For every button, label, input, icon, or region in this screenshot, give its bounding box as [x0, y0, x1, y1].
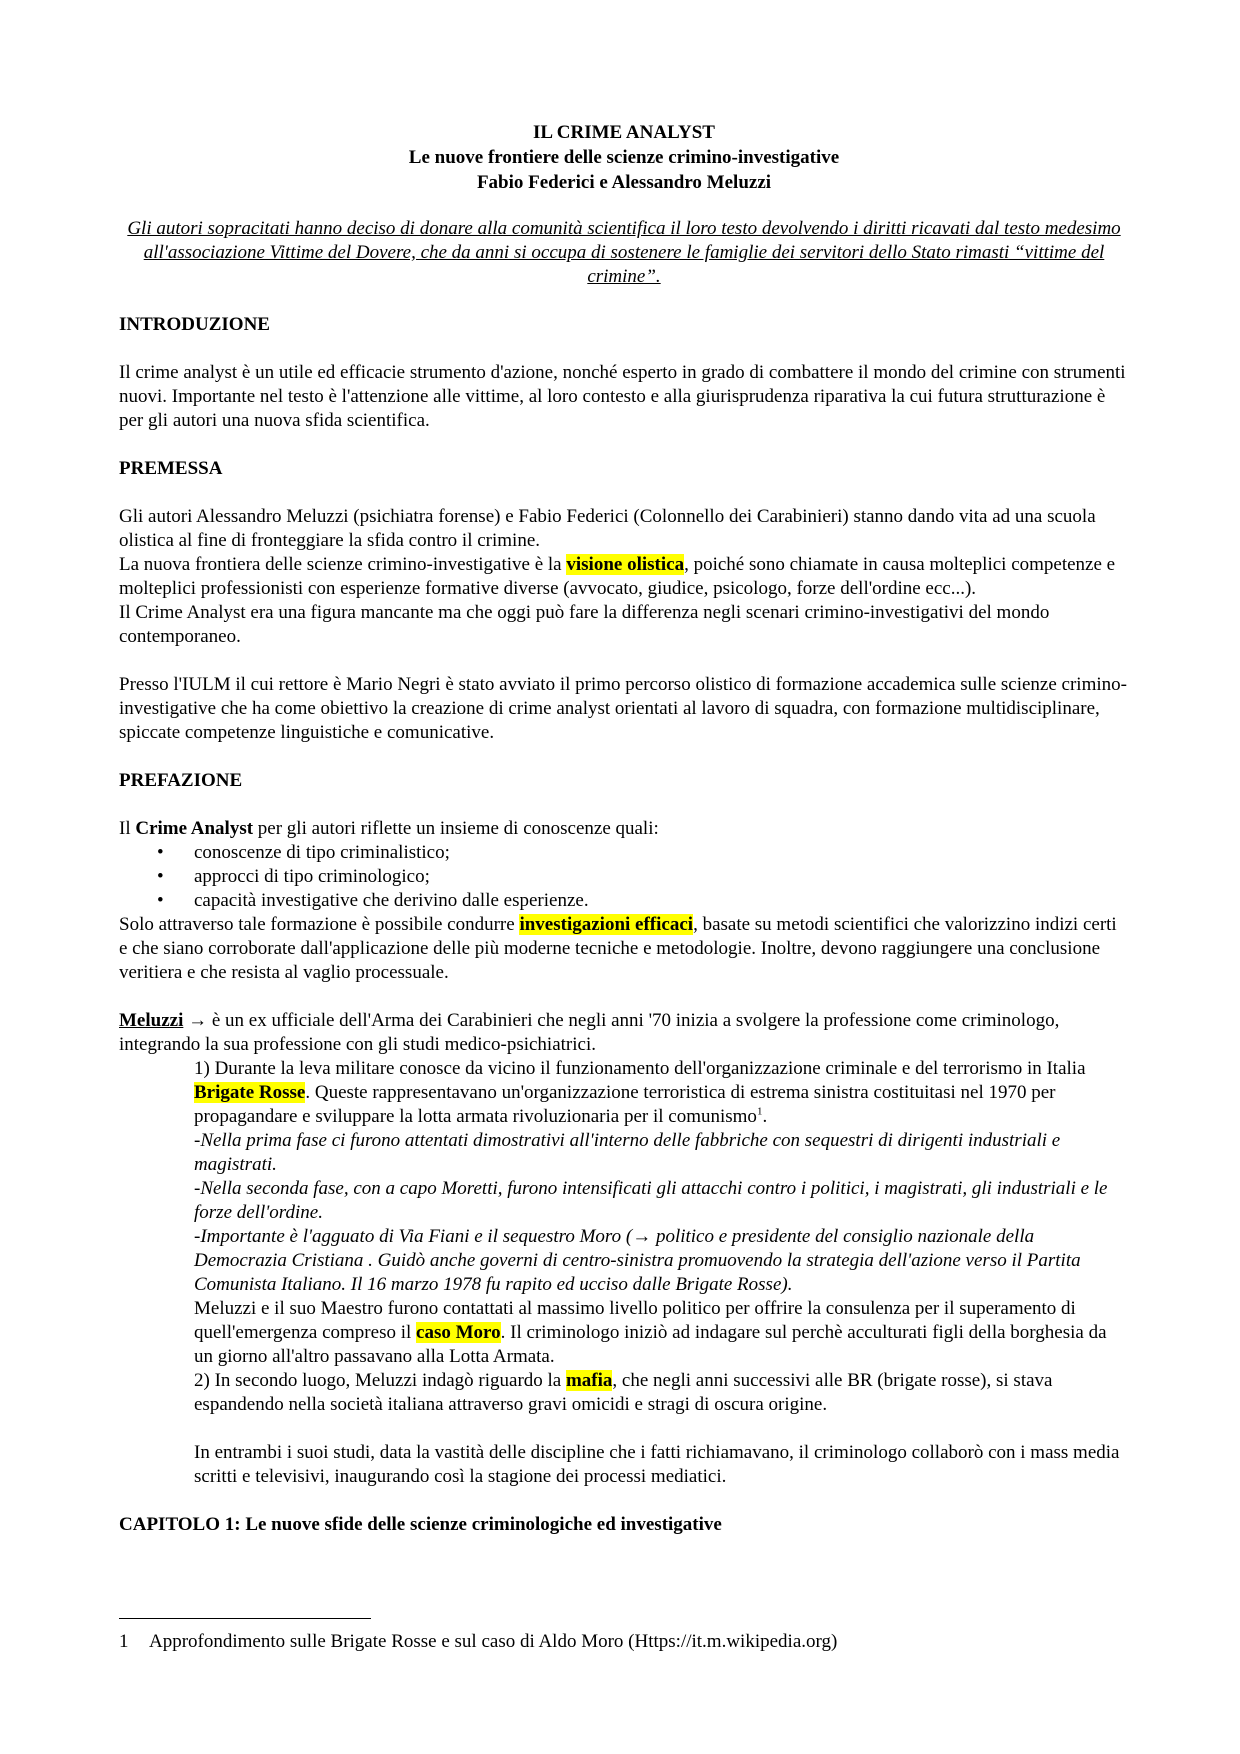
- phase-1: -Nella prima fase ci furono attentati dimostrativi all'interno delle fabbriche con sequestri di dirigenti industriali e magistrati.: [194, 1130, 1061, 1175]
- point1-end: .: [762, 1106, 768, 1127]
- point2-before: 2) In secondo luogo, Meluzzi indagò riguardo la: [194, 1370, 566, 1391]
- premessa-paragraph-2: [119, 553, 1129, 601]
- point1-before: 1) Durante la leva militare conosce da vicino il funzionamento dell'organizzazione criminale e del terrorismo in Italia: [194, 1058, 1086, 1079]
- prefazione-intro-before: Il: [119, 818, 136, 839]
- footnote-number: 1: [119, 1631, 129, 1652]
- highlight-visione-olistica: visione olistica: [566, 554, 685, 575]
- point1-after: . Queste rappresentavano un'organizzazione terroristica di estrema sinistra costituitasi nel 1970 per propagandare e sviluppare la lotta armata rivoluzionaria per il comunismo: [194, 1082, 1056, 1127]
- meluzzi-intro: [119, 1009, 1129, 1057]
- footnote-text: Approfondimento sulle Brigate Rosse e sul caso di Aldo Moro (Https://it.m.wikipedia.org): [149, 1631, 838, 1652]
- document-subtitle: Le nuove frontiere delle scienze crimino-investigative: [408, 147, 840, 168]
- footnote-reference[interactable]: 1: [756, 1105, 763, 1118]
- meluzzi-details: [119, 1057, 1129, 1489]
- consult-before: Meluzzi e il suo Maestro furono contattati al massimo livello politico per offrire la consulenza per il superamento di quell'emergenza compreso il: [194, 1298, 1076, 1343]
- heading-prefazione: PREFAZIONE: [119, 770, 243, 791]
- prefazione-p-before: Solo attraverso tale formazione è possibile condurre: [119, 914, 520, 935]
- highlight-brigate-rosse: Brigate Rosse: [194, 1082, 306, 1103]
- highlight-caso-moro: caso Moro: [416, 1322, 501, 1343]
- document-body: [119, 120, 1129, 1561]
- meluzzi-point-2: [194, 1369, 1129, 1417]
- list-item-text: approcci di tipo criminologico;: [194, 866, 430, 887]
- heading-introduzione: INTRODUZIONE: [119, 314, 270, 335]
- list-item: [119, 889, 1129, 913]
- heading-premessa: PREMESSA: [119, 458, 223, 479]
- bullet-icon: •: [157, 842, 164, 863]
- phase-2: -Nella seconda fase, con a capo Moretti, furono intensificati gli attacchi contro i politici, i magistrati, gli industriali e le forze dell'ordine.: [194, 1178, 1108, 1223]
- meluzzi-name: Meluzzi: [119, 1010, 184, 1031]
- consult-after: . Il criminologo iniziò ad indagare sul perchè acculturati figli della borghesia da un giorno all'altro passavano alla Lotta Armata.: [194, 1322, 1107, 1367]
- prefazione-intro-after: per gli autori riflette un insieme di conoscenze quali:: [253, 818, 659, 839]
- highlight-mafia: mafia: [565, 1370, 613, 1391]
- bullet-icon: •: [157, 890, 164, 911]
- phase-3: -Importante è l'agguato di Via Fiani e il sequestro Moro (→ politico e presidente del consiglio nazionale della Democrazia Cristiana . Guidò anche governi di centro-sinistra promuovendo la strategia dell'azione verso il Partita Comunista Italiano. Il 16 marzo 1978 fu rapito ed ucciso dalle Brigate Rosse).: [194, 1226, 1081, 1295]
- list-item: [119, 841, 1129, 865]
- heading-capitolo-1: CAPITOLO 1: Le nuove sfide delle scienze criminologiche ed investigative: [119, 1514, 722, 1535]
- prefazione-paragraph: [119, 913, 1129, 985]
- meluzzi-point-1: [194, 1057, 1129, 1129]
- meluzzi-conclusion: In entrambi i suoi studi, data la vastità delle discipline che i fatti richiamavano, il criminologo collaborò con i mass media scritti e televisivi, inaugurando così la stagione dei processi mediatici.: [194, 1442, 1120, 1487]
- premessa-paragraph-4: Presso l'IULM il cui rettore è Mario Negri è stato avviato il primo percorso olistico di formazione accademica sulle scienze crimino-investigative che ha come obiettivo la creazione di crime analyst orientati al lavoro di squadra, con formazione multidisciplinare, spiccate competenze linguistiche e comunicative.: [119, 674, 1127, 743]
- bullet-icon: •: [157, 866, 164, 887]
- list-item-text: capacità investigative che derivino dalle esperienze.: [194, 890, 589, 911]
- footnote: [119, 1630, 1129, 1654]
- highlight-investigazioni-efficaci: investigazioni efficaci: [519, 914, 694, 935]
- prefazione-p-after: , basate su metodi scientifici che valorizzino indizi certi e che siano corroborate dall'applicazione delle più moderne tecniche e metodologie. Inoltre, devono raggiungere una conclusione veritiera e che resista al vaglio processuale.: [119, 914, 1117, 983]
- title-block: [119, 120, 1129, 195]
- footnote-separator: [119, 1618, 371, 1619]
- document-authors: Fabio Federici e Alessandro Meluzzi: [476, 172, 772, 193]
- meluzzi-intro-text: → è un ex ufficiale dell'Arma dei Carabinieri che negli anni '70 inizia a svolgere la professione come criminologo, integrando la sua professione con gli studi medico-psichiatrici.: [119, 1010, 1060, 1055]
- list-item: [119, 865, 1129, 889]
- meluzzi-consult: [194, 1297, 1129, 1369]
- dedication-note: Gli autori sopracitati hanno deciso di donare alla comunità scientifica il loro testo devolvendo i diritti ricavati dal testo medesimo all'associazione Vittime del Dovere, che da anni si occupa di sostenere le famiglie dei servitori dello Stato rimasti “vittime del crimine”.: [127, 218, 1121, 287]
- premessa-paragraph-3: Il Crime Analyst era una figura mancante ma che oggi può fare la differenza negli scenari crimino-investigativi del mondo contemporaneo.: [119, 602, 1050, 647]
- prefazione-intro: [119, 817, 1129, 841]
- introduzione-text: Il crime analyst è un utile ed efficacie strumento d'azione, nonché esperto in grado di combattere il mondo del crimine con strumenti nuovi. Importante nel testo è l'attenzione alle vittime, al loro contesto e alla giurisprudenza riparativa la cui futura strutturazione è per gli autori una nuova sfida scientifica.: [119, 362, 1126, 431]
- list-item-text: conoscenze di tipo criminalistico;: [194, 842, 450, 863]
- prefazione-bullet-list: [119, 841, 1129, 913]
- point2-after: , che negli anni successivi alle BR (brigate rosse), si stava espandendo nella società italiana attraverso gravi omicidi e stragi di oscura origine.: [194, 1370, 1053, 1415]
- document-title: IL CRIME ANALYST: [533, 122, 715, 143]
- crime-analyst-term: Crime Analyst: [135, 818, 254, 839]
- premessa-p2-before: La nuova frontiera delle scienze crimino-investigative è la: [119, 554, 567, 575]
- premessa-paragraph-1: Gli autori Alessandro Meluzzi (psichiatra forense) e Fabio Federici (Colonnello dei Carabinieri) stanno dando vita ad una scuola olistica al fine di fronteggiare la sfida contro il crimine.: [119, 506, 1096, 551]
- premessa-p2-after: , poiché sono chiamate in causa molteplici competenze e molteplici professionisti con esperienze formative diverse (avvocato, giudice, psicologo, forze dell'ordine ecc...).: [119, 554, 1116, 599]
